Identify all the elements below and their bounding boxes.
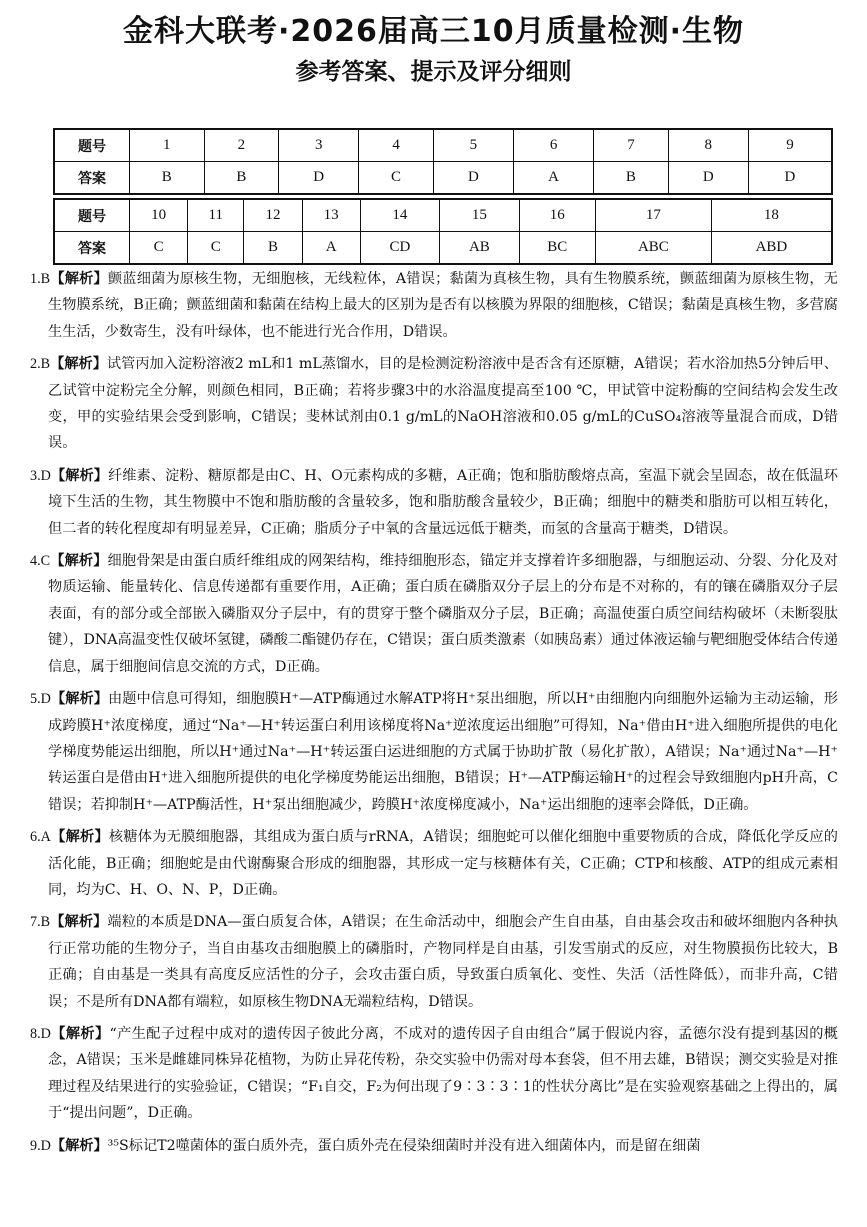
item-text: 细胞骨架是由蛋白质纤维组成的网架结构，维持细胞形态，锚定并支撑着许多细胞器，与细胞运动、分裂、分化及对物质运输、能量转化、信息传递都有重要作用，A正确；蛋白质在磷脂双分子层上的分布是不对称的，有的镶在磷脂双分子层表面，有的部分或全部嵌入磷脂双分子层中，有的贯穿于整个磷脂双分子层，B正确；高温使蛋白质空间结构破坏（未断裂肽键），DNA高温变性仅破坏氢键，磷酸二酯键仍存在，C错误；蛋白质类激素（如胰岛素）通过体液运输与靶细胞受体结合传递信息，属于细胞间信息交流的方式，D正确。 <box>48 553 838 675</box>
table-cell: B <box>130 162 205 195</box>
table-cell: C <box>130 232 188 265</box>
explanation-list <box>30 266 838 1159</box>
table-cell: 3 <box>279 129 359 162</box>
analysis-tag: 【解析】 <box>50 271 108 287</box>
table-cell: D <box>433 162 513 195</box>
table-cell: AB <box>440 232 519 265</box>
analysis-tag: 【解析】 <box>50 829 109 846</box>
analysis-tag: 【解析】 <box>50 691 109 708</box>
table-cell: ABC <box>596 232 712 265</box>
item-number: 9.D <box>30 1137 51 1154</box>
row-label-question: 题号 <box>54 129 130 162</box>
explanation-item-3 <box>30 463 838 542</box>
item-text: 颤蓝细菌为原核生物，无细胞核，无线粒体，A错误；黏菌为真核生物，具有生物膜系统，颤蓝细菌为原核生物，无生物膜系统，B正确；颤蓝细菌和黏菌在结构上最大的区别为是否有以核膜为界限的细胞核，C错误；黏菌是真核生物，多营腐生生活，少数寄生，没有叶绿体，也不能进行光合作用，D错误。 <box>48 271 838 340</box>
item-number: 3.D <box>30 467 51 484</box>
table-cell: 9 <box>748 129 832 162</box>
table-cell: D <box>279 162 359 195</box>
table-cell: B <box>204 162 279 195</box>
explanation-item-1 <box>30 266 838 345</box>
analysis-tag: 【解析】 <box>50 467 109 484</box>
item-text: 试管丙加入淀粉溶液2 mL和1 mL蒸馏水，目的是检测淀粉溶液中是否含有还原糖，A错误；若水浴加热5分钟后甲、乙试管中淀粉完全分解，则颜色相同，B正确；若将步骤3中的水浴温度提高至100 ℃，甲试管中淀粉酶的空间结构会发生改变，甲的实验结果会受到影响，C错误；斐林试剂由0.1 g/mL的NaOH溶液和0.05 g/mL的CuSO₄溶液等量混合而成，D错误。 <box>48 356 838 452</box>
analysis-tag: 【解析】 <box>50 553 108 570</box>
table-cell: 18 <box>711 199 832 232</box>
table-cell: CD <box>360 232 439 265</box>
item-text: “产生配子过程中成对的遗传因子彼此分离，不成对的遗传因子自由组合”属于假说内容，孟德尔没有提到基因的概念，A错误；玉米是雌雄同株异花植物，为防止异花传粉，杂交实验中仍需对母本套袋，但不用去雄，B错误；测交实验是对推理过程及结果进行的实验验证，C错误；“F₁自交，F₂为何出现了9∶3∶3∶1的性状分离比”是在实验观察基础之上得出的，属于“提出问题”，D正确。 <box>48 1025 838 1122</box>
analysis-tag: 【解析】 <box>50 914 108 931</box>
table-cell: 1 <box>130 129 205 162</box>
page-title: 金科大联考·2026届高三10月质量检测·生物 <box>122 14 745 49</box>
page-subtitle: 参考答案、提示及评分细则 <box>295 59 572 85</box>
table-cell: B <box>594 162 669 195</box>
table-cell: C <box>188 232 244 265</box>
table-cell: C <box>359 162 434 195</box>
table-row-answers <box>54 232 832 265</box>
table-cell: D <box>668 162 748 195</box>
row-label-question: 题号 <box>54 199 130 232</box>
answer-table-block-1 <box>53 128 833 195</box>
explanation-item-6 <box>30 824 838 903</box>
table-cell: 7 <box>594 129 669 162</box>
table-cell: 4 <box>359 129 434 162</box>
explanation-item-4 <box>30 548 838 680</box>
item-number: 2.B <box>30 356 51 373</box>
table-cell: 17 <box>596 199 712 232</box>
item-number: 7.B <box>30 914 51 931</box>
explanation-item-7 <box>30 909 838 1015</box>
explanation-item-9 <box>30 1133 838 1159</box>
item-text: 由题中信息可得知，细胞膜H⁺—ATP酶通过水解ATP将H⁺泵出细胞，所以H⁺由细胞内向细胞外运输为主动运输，形成跨膜H⁺浓度梯度，通过“Na⁺—H⁺转运蛋白利用该梯度将Na⁺逆浓度运出细胞”可得知，Na⁺借由H⁺进入细胞所提供的电化学梯度势能运出细胞，所以H⁺通过Na⁺—H⁺转运蛋白运进细胞的方式属于协助扩散（易化扩散），A错误；Na⁺通过Na⁺—H⁺转运蛋白是借由H⁺进入细胞所提供的电化学梯度势能运出细胞，B错误；H⁺—ATP酶运输H⁺的过程会导致细胞内pH升高，C错误；若抑制H⁺—ATP酶活性，H⁺泵出细胞减少，跨膜H⁺浓度梯度减小，Na⁺运出细胞的速率会降低，D正确。 <box>48 691 838 813</box>
item-number: 6.A <box>30 829 51 846</box>
item-number: 8.D <box>30 1025 51 1042</box>
analysis-tag: 【解析】 <box>50 1137 108 1154</box>
item-text: 核糖体为无膜细胞器，其组成为蛋白质与rRNA，A错误；细胞蛇可以催化细胞中重要物质的合成，降低化学反应的活化能，B正确；细胞蛇是由代谢酶聚合形成的细胞器，其形成一定与核糖体有关，C正确；CTP和核酸、ATP的组成元素相同，均为C、H、O、N、P，D正确。 <box>48 829 838 898</box>
table-cell: 15 <box>440 199 519 232</box>
table-cell: B <box>244 232 302 265</box>
item-text: 端粒的本质是DNA—蛋白质复合体，A错误；在生命活动中，细胞会产生自由基，自由基会攻击和破坏细胞内各种执行正常功能的生物分子，当自由基攻击细胞膜上的磷脂时，产物同样是自由基，引发雪崩式的反应，对生物膜损伤比较大，B正确；自由基是一类具有高度反应活性的分子，会攻击蛋白质，导致蛋白质氧化、变性、失活（活性降低），而非升高，C错误；不是所有DNA都有端粒，如原核生物DNA无端粒结构，D错误。 <box>48 914 838 1010</box>
analysis-tag: 【解析】 <box>50 356 107 373</box>
item-number: 5.D <box>30 691 51 708</box>
table-row-question-numbers <box>54 199 832 232</box>
item-text: ³⁵S标记T2噬菌体的蛋白质外壳，蛋白质外壳在侵染细菌时并没有进入细菌体内，而是留在细菌 <box>107 1137 701 1154</box>
explanation-item-5 <box>30 686 838 818</box>
table-cell: 11 <box>188 199 244 232</box>
table-cell: 2 <box>204 129 279 162</box>
table-cell: ABD <box>711 232 832 265</box>
row-label-answer: 答案 <box>54 232 130 265</box>
item-number: 4.C <box>30 553 51 570</box>
row-label-answer: 答案 <box>54 162 130 195</box>
answer-table-block-2 <box>53 198 833 265</box>
explanation-item-8 <box>30 1021 838 1127</box>
table-cell: 14 <box>360 199 439 232</box>
analysis-tag: 【解析】 <box>50 1025 110 1042</box>
table-cell: 6 <box>514 129 594 162</box>
table-row-answers <box>54 162 832 195</box>
table-cell: D <box>748 162 832 195</box>
item-text: 纤维素、淀粉、糖原都是由C、H、O元素构成的多糖，A正确；饱和脂肪酸熔点高，室温下就会呈固态，故在低温环境下生活的生物，其生物膜中不饱和脂肪酸的含量较多，饱和脂肪酸含量较少，B正确；细胞中的糖类和脂肪可以相互转化，但二者的转化程度却有明显差异，C正确；脂质分子中氧的含量远远低于糖类，而氢的含量高于糖类，D错误。 <box>48 467 838 537</box>
table-cell: A <box>514 162 594 195</box>
table-cell: A <box>302 232 360 265</box>
table-row-question-numbers <box>54 129 832 162</box>
table-cell: 8 <box>668 129 748 162</box>
table-cell: 16 <box>519 199 595 232</box>
table-cell: BC <box>519 232 595 265</box>
item-number: 1.B <box>30 271 51 287</box>
table-cell: 10 <box>130 199 188 232</box>
explanation-item-2 <box>30 351 838 457</box>
table-cell: 12 <box>244 199 302 232</box>
table-cell: 5 <box>433 129 513 162</box>
table-cell: 13 <box>302 199 360 232</box>
